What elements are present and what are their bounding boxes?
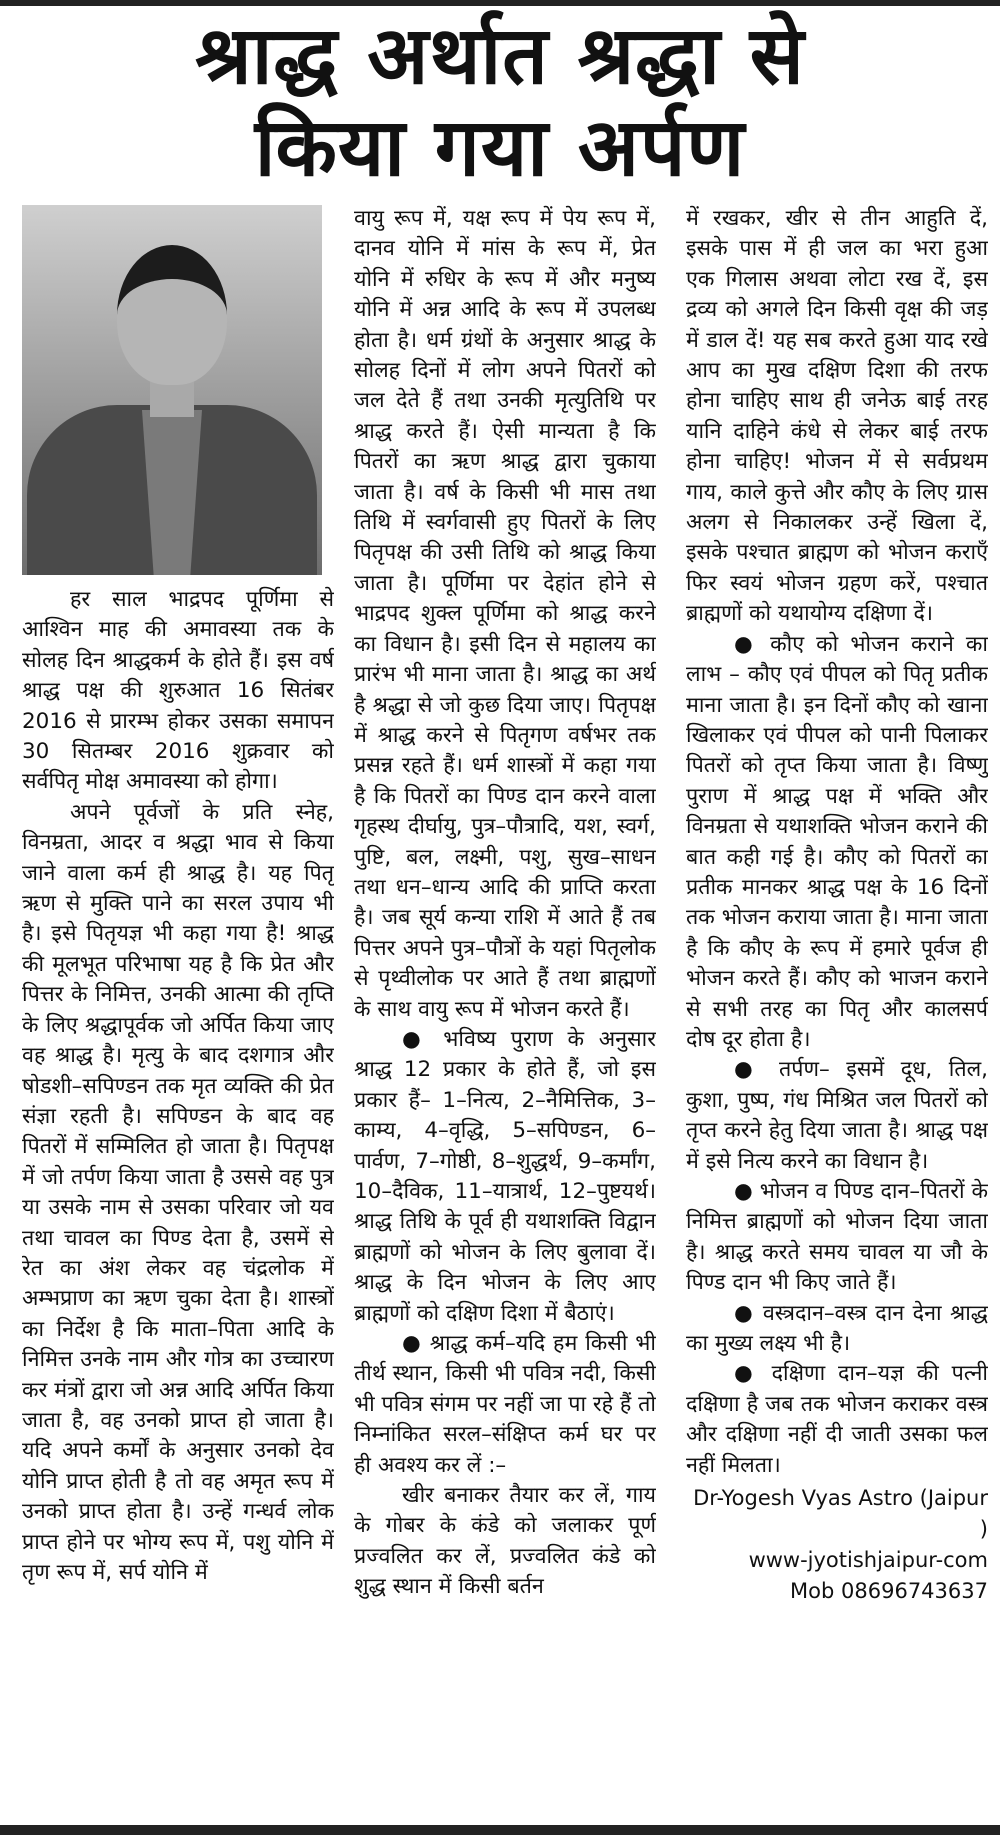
paragraph: वायु रूप में, यक्ष रूप में पेय रूप में, दानव योनि में मांस के रूप में, प्रेत योनि में रुधिर के रूप में और मनुष्य योनि में अन्न आदि के रूप में उपलब्ध होता है। धर्म ग्रंथों के अनुसार श्राद्ध के सोलह दिनों में लोग अपने पितरों को जल देते हैं तथा उनकी मृत्युतिथि पर श्राद्ध करते हैं। ऐसी मान्यता है कि पितरों का ऋण श्राद्ध द्वारा चुकाया जाता है। वर्ष के किसी भी मास तथा तिथि में स्वर्गवासी हुए पितरों के लिए पितृपक्ष की उसी तिथि को श्राद्ध किया जाता है। पूर्णिमा पर देहांत होने से भाद्रपद शुक्ल पूर्णिमा को श्राद्ध करने का विधान है। इसी दिन से महालय का प्रारंभ भी माना जाता है। श्राद्ध का अर्थ है श्रद्धा से जो कुछ दिया जाए। पितृपक्ष में श्राद्ध करने से पितृगण वर्षभर तक प्रसन्न रहते हैं। धर्म शास्त्रों में कहा गया है कि पितरों का पिण्ड दान करने वाला गृहस्थ दीर्घायु, पुत्र–पौत्रादि, यश, स्वर्ग, पुष्टि, बल, लक्ष्मी, पशु, सुख–साधन तथा धन–धान्य आदि की प्राप्ति करता है। जब सूर्य कन्या राशि में आते हैं तब पित्तर अपने पुत्र–पौत्रों के यहां पितृलोक से पृथ्वीलोक पर आते हैं तथा ब्राह्मणों के साथ वायु रूप में भोजन करते हैं। [354, 206, 656, 1022]
article-column-2 [354, 204, 656, 1603]
bullet-paragraph: ● भविष्य पुराण के अनुसार श्राद्ध 12 प्रकार के होते हैं, जो इस प्रकार हैं– 1–नित्य, 2–नैमित्तिक, 3–काम्य, 4–वृद्धि, 5–सपिण्डन, 6–पार्वण, 7–गोष्ठी, 8–शुद्धर्थ, 9–कर्मांग, 10–दैविक, 11–यात्रार्थ, 12–पुष्टयर्थ। श्राद्ध तिथि के पूर्व ही यथाशक्ति विद्वान ब्राह्मणों को भोजन के लिए बुलावा दें। श्राद्ध के दिन भोजन के लिए आए ब्राह्मणों को दक्षिण दिशा में बैठाएं। [354, 1026, 656, 1326]
author-signature [686, 1483, 988, 1607]
author-name: Dr-Yogesh Vyas Astro (Jaipur ) [693, 1486, 988, 1542]
bullet-paragraph: ● श्राद्ध कर्म–यदि हम किसी भी तीर्थ स्थान, किसी भी पवित्र नदी, किसी भी पवित्र संगम पर नहीं जा पा रहे हैं तो निम्नांकित सरल–संक्षिप्त कर्म घर पर ही अवश्य कर लें :– [354, 1331, 656, 1478]
paragraph: हर साल भाद्रपद पूर्णिमा से आश्विन माह की अमावस्या तक के सोलह दिन श्राद्धकर्म के होते हैं। इस वर्ष श्राद्ध पक्ष की शुरुआत 16 सितंबर 2016 से प्रारम्भ होकर उसका समापन 30 सितम्बर 2016 शुक्रवार को सर्वपितृ मोक्ष अमावस्या को होगा। [22, 587, 334, 795]
article-column-1 [22, 205, 334, 1588]
paragraph: में रखकर, खीर से तीन आहुति दें, इसके पास में ही जल का भरा हुआ एक गिलास अथवा लोटा रख दें, इस द्रव्य को अगले दिन किसी वृक्ष की जड़ में डाल दें! यह सब करते हुआ याद रखे आप का मुख दक्षिण दिशा की तरफ होना चाहिए साथ ही जनेऊ बाई तरह यानि दाहिने कंधे से लेकर बाई तरफ होना चाहिए! भोजन में से सर्वप्रथम गाय, काले कुत्ते और कौए के लिए ग्रास अलग से निकालकर उन्हें खिला दें, इसके पश्चात ब्राह्मण को भोजन कराएँ फिर स्वयं भोजन ग्रहण करें, पश्चात ब्राह्मणों को यथायोग्य दक्षिणा दें। [686, 206, 988, 627]
photo-head-shape [117, 245, 227, 385]
bullet-paragraph: ● कौए को भोजन कराने का लाभ – कौए एवं पीपल को पितृ प्रतीक माना जाता है। इन दिनों कौए को खाना खिलाकर एवं पीपल को पानी पिलाकर पितरों को तृप्त किया जाता है। विष्णु पुराण में श्राद्ध पक्ष में भक्ति और विनम्रता से यथाशक्ति भोजन कराने की बात कही गई है। कौए को पितरों का प्रतीक मानकर श्राद्ध पक्ष के 16 दिनों तक भोजन कराया जाता है। माना जाता है कि कौए के रूप में हमारे पूर्वज ही भोजन करते हैं। कौए को भाजन कराने से सभी तरह का पितृ और कालसर्प दोष दूर होता है। [686, 631, 988, 1052]
headline [0, 10, 1000, 194]
bullet-paragraph: ● तर्पण– इसमें दूध, तिल, कुशा, पुष्प, गंध मिश्रित जल पितरों को तृप्त करने हेतु दिया जाता है। श्राद्ध पक्ष में इसे नित्य करने का विधान है। [686, 1057, 988, 1174]
article-column-3 [686, 204, 988, 1607]
paragraph: खीर बनाकर तैयार कर लें, गाय के गोबर के कंडे को जलाकर पूर्ण प्रज्वलित कर लें, प्रज्वलित कंडे को शुद्ध स्थान में किसी बर्तन [354, 1483, 656, 1600]
headline-line-1: श्राद्ध अर्थात श्रद्धा से [195, 9, 805, 102]
bullet-paragraph: ● दक्षिणा दान–यज्ञ की पत्नी दक्षिणा है जब तक भोजन कराकर वस्त्र और दक्षिणा नहीं दी जाती उसका फल नहीं मिलता। [686, 1361, 988, 1478]
top-rule [0, 0, 1000, 6]
author-mobile: Mob 08696743637 [790, 1579, 988, 1604]
author-photo [22, 205, 322, 575]
bullet-paragraph: ● वस्त्रदान–वस्त्र दान देना श्राद्ध का मुख्य लक्ष्य भी है। [686, 1300, 988, 1357]
headline-line-2: किया गया अर्पण [254, 101, 746, 194]
bullet-paragraph: ● भोजन व पिण्ड दान–पितरों के निमित्त ब्राह्मणों को भोजन दिया जाता है। श्राद्ध करते समय चावल या जौ के पिण्ड दान भी किए जाते हैं। [686, 1179, 988, 1296]
paragraph: अपने पूर्वजों के प्रति स्नेह, विनम्रता, आदर व श्रद्धा भाव से किया जाने वाला कर्म ही श्राद्ध है। यह पितृ ऋण से मुक्ति पाने का सरल उपाय भी है। इसे पितृयज्ञ भी कहा गया है! श्राद्ध की मूलभूत परिभाषा यह है कि प्रेत और पित्तर के निमित्त, उनकी आत्मा की तृप्ति के लिए श्रद्धापूर्वक जो अर्पित किया जाए वह श्राद्ध है। मृत्यु के बाद दशगात्र और षोडशी–सपिण्डन तक मृत व्यक्ति की प्रेत संज्ञा रहती है। सपिण्डन के बाद वह पितरों में सम्मिलित हो जाता है। पितृपक्ष में जो तर्पण किया जाता है उससे वह पुत्र या उसके नाम से उसका परिवार जो यव तथा चावल का पिण्ड देता है, उसमें से रेत का अंश लेकर वह चंद्रलोक में अम्भप्राण का ऋण चुका देता है। शास्त्रों का निर्देश है कि माता–पिता आदि के निमित्त उनके नाम और गोत्र का उच्चारण कर मंत्रों द्वारा जो अन्न आदि अर्पित किया जाता है, वह उनको प्राप्त हो जाता है। यदि अपने कर्मों के अनुसार उनको देव योनि प्राप्त होती है तो वह अमृत रूप में उनको प्राप्त होता है। उन्हें गन्धर्व लोक प्राप्त होने पर भोग्य रूप में, पशु योनि में तृण रूप में, सर्प योनि में [22, 799, 334, 1585]
bottom-rule [0, 1825, 1000, 1835]
author-website: www-jyotishjaipur-com [748, 1548, 988, 1573]
